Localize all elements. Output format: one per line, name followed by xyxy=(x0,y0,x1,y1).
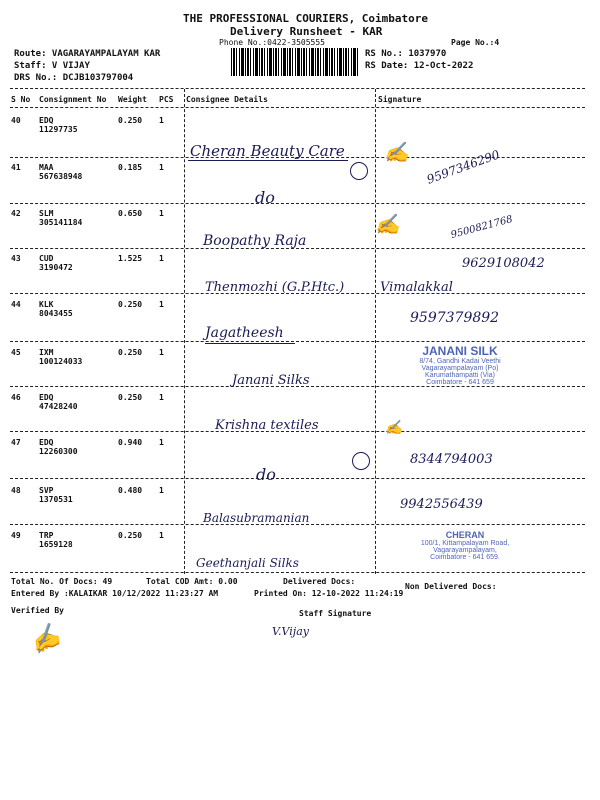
row-consignment: EDQ 11297735 xyxy=(39,116,78,134)
consignee-handwritten: Janani Silks xyxy=(232,373,310,388)
row-consignment: KLK 8043455 xyxy=(39,300,73,318)
row-pcs: 1 xyxy=(159,393,164,402)
row-pcs: 1 xyxy=(159,486,164,495)
row-pcs: 1 xyxy=(159,163,164,172)
row-weight: 0.250 xyxy=(118,531,143,540)
col-weight: Weight xyxy=(118,95,147,104)
total-cod: Total COD Amt: 0.00 xyxy=(146,577,238,586)
runsheet-title: Delivery Runsheet - KAR xyxy=(230,25,383,38)
row-consignment: MAA 567638948 xyxy=(39,163,83,181)
phone-number: Phone No.:0422-3505555 xyxy=(219,38,325,47)
stamp-line: Vagarayampalayam, xyxy=(433,547,497,554)
row-weight: 0.185 xyxy=(118,163,143,172)
row-weight: 0.250 xyxy=(118,300,143,309)
staff-label: Staff: V VIJAY xyxy=(14,61,90,71)
stamp-line: Coimbatore - 641 659. xyxy=(430,554,500,561)
drs-number: DRS No.: DCJB103797004 xyxy=(14,73,134,83)
rs-date: RS Date: 12-Oct-2022 xyxy=(365,61,474,71)
row-divider xyxy=(10,478,585,479)
non-delivered-docs: Non Delivered Docs: xyxy=(405,582,497,591)
consignee-handwritten: Geethanjali Silks xyxy=(196,556,299,570)
signature-image: ✍ xyxy=(385,420,403,436)
signature-handwritten: Vimalakkal xyxy=(380,280,453,295)
col-consignee: Consignee Details xyxy=(186,95,268,104)
consignee-handwritten: Cheran Beauty Care xyxy=(190,142,345,160)
entered-by: Entered By :KALAIKAR 10/12/2022 11:23:27 AM xyxy=(11,589,219,598)
underline xyxy=(188,160,348,161)
signature-image: ✍ xyxy=(375,212,400,236)
row-pcs: 1 xyxy=(159,348,164,357)
row-pcs: 1 xyxy=(159,531,164,540)
stamp-line: CHERAN xyxy=(445,530,485,540)
divider xyxy=(10,88,585,89)
divider xyxy=(10,107,585,108)
consignee-handwritten: do xyxy=(255,188,275,207)
stamp-line: 8/74, Gandhi Kadai Veethi xyxy=(419,358,501,365)
stamp-line: Vagarayampalayam (Po) xyxy=(421,365,499,372)
col-signature: Signature xyxy=(378,95,422,104)
underline xyxy=(205,343,295,344)
col-consignment: Consignment No xyxy=(39,95,107,104)
row-sno: 45 xyxy=(11,348,21,357)
row-consignment: EDQ 12260300 xyxy=(39,438,78,456)
total-docs: Total No. Of Docs: 49 xyxy=(11,577,113,586)
row-divider xyxy=(10,572,585,573)
consignee-handwritten: Boopathy Raja xyxy=(203,233,307,249)
stamp-line: Coimbatore - 641 659 xyxy=(426,379,494,386)
row-weight: 0.940 xyxy=(118,438,143,447)
verified-by: Verified By xyxy=(11,606,64,615)
consignee-handwritten: Balasubramanian xyxy=(203,511,310,525)
row-consignment: TRP 1659128 xyxy=(39,531,73,549)
row-consignment: IXM 100124033 xyxy=(39,348,83,366)
stamp-line: Karumathampatti (Via) xyxy=(425,372,495,379)
janani-silk-stamp xyxy=(395,344,525,386)
consignee-handwritten: do xyxy=(256,465,276,484)
row-weight: 0.250 xyxy=(118,393,143,402)
row-sno: 42 xyxy=(11,209,21,218)
row-sno: 44 xyxy=(11,300,21,309)
row-weight: 1.525 xyxy=(118,254,143,263)
row-sno: 48 xyxy=(11,486,21,495)
row-pcs: 1 xyxy=(159,438,164,447)
row-sno: 46 xyxy=(11,393,21,402)
row-weight: 0.650 xyxy=(118,209,143,218)
printed-on: Printed On: 12-10-2022 11:24:19 xyxy=(254,589,404,598)
phone-handwritten: 9597346290 xyxy=(424,147,502,187)
phone-handwritten: 9629108042 xyxy=(462,256,545,271)
row-consignment: SLM 305141184 xyxy=(39,209,83,227)
row-pcs: 1 xyxy=(159,254,164,263)
consignee-handwritten: Krishna textiles xyxy=(215,418,319,433)
company-name: THE PROFESSIONAL COURIERS, Coimbatore xyxy=(183,12,429,25)
row-divider xyxy=(10,341,585,342)
consignee-handwritten: Jagatheesh xyxy=(205,325,284,341)
staff-signature-handwritten: V.Vijay xyxy=(272,625,309,638)
row-weight: 0.250 xyxy=(118,348,143,357)
phone-handwritten: 8344794003 xyxy=(410,452,493,467)
row-sno: 40 xyxy=(11,116,21,125)
delivered-docs: Delivered Docs: xyxy=(283,577,356,586)
cheran-stamp xyxy=(400,530,530,561)
row-consignment: EDQ 47428240 xyxy=(39,393,78,411)
row-sno: 41 xyxy=(11,163,21,172)
rs-number: RS No.: 1037970 xyxy=(365,49,447,59)
row-pcs: 1 xyxy=(159,116,164,125)
row-sno: 47 xyxy=(11,438,21,447)
consignee-handwritten: Thenmozhi (G.P.Htc.) xyxy=(205,280,345,295)
row-consignment: CUD 3190472 xyxy=(39,254,73,272)
row-pcs: 1 xyxy=(159,209,164,218)
route-label: Route: VAGARAYAMPALAYAM KAR xyxy=(14,49,161,59)
row-divider xyxy=(10,203,585,204)
col-sno: S No xyxy=(11,95,31,104)
phone-handwritten: 9942556439 xyxy=(400,497,483,512)
row-consignment: SVP 1370531 xyxy=(39,486,73,504)
stamp-line: JANANI SILK xyxy=(422,344,498,358)
row-weight: 0.480 xyxy=(118,486,143,495)
column-divider xyxy=(184,89,185,574)
signature-image: ✍ xyxy=(384,140,409,164)
col-pcs: PCS xyxy=(159,95,174,104)
circle-mark-icon xyxy=(350,162,368,180)
row-sno: 49 xyxy=(11,531,21,540)
page-number: Page No.:4 xyxy=(451,38,500,47)
phone-handwritten: 9500821768 xyxy=(449,213,514,242)
row-sno: 43 xyxy=(11,254,21,263)
phone-handwritten: 9597379892 xyxy=(410,310,500,326)
row-pcs: 1 xyxy=(159,300,164,309)
verifier-signature-image: ✍ xyxy=(25,619,65,659)
circle-mark-icon xyxy=(352,452,370,470)
barcode-image xyxy=(231,48,359,76)
stamp-line: 100/1, Kittampalayam Road, xyxy=(420,540,510,547)
staff-signature-label: Staff Signature xyxy=(299,609,372,618)
column-divider xyxy=(375,89,376,574)
row-weight: 0.250 xyxy=(118,116,143,125)
